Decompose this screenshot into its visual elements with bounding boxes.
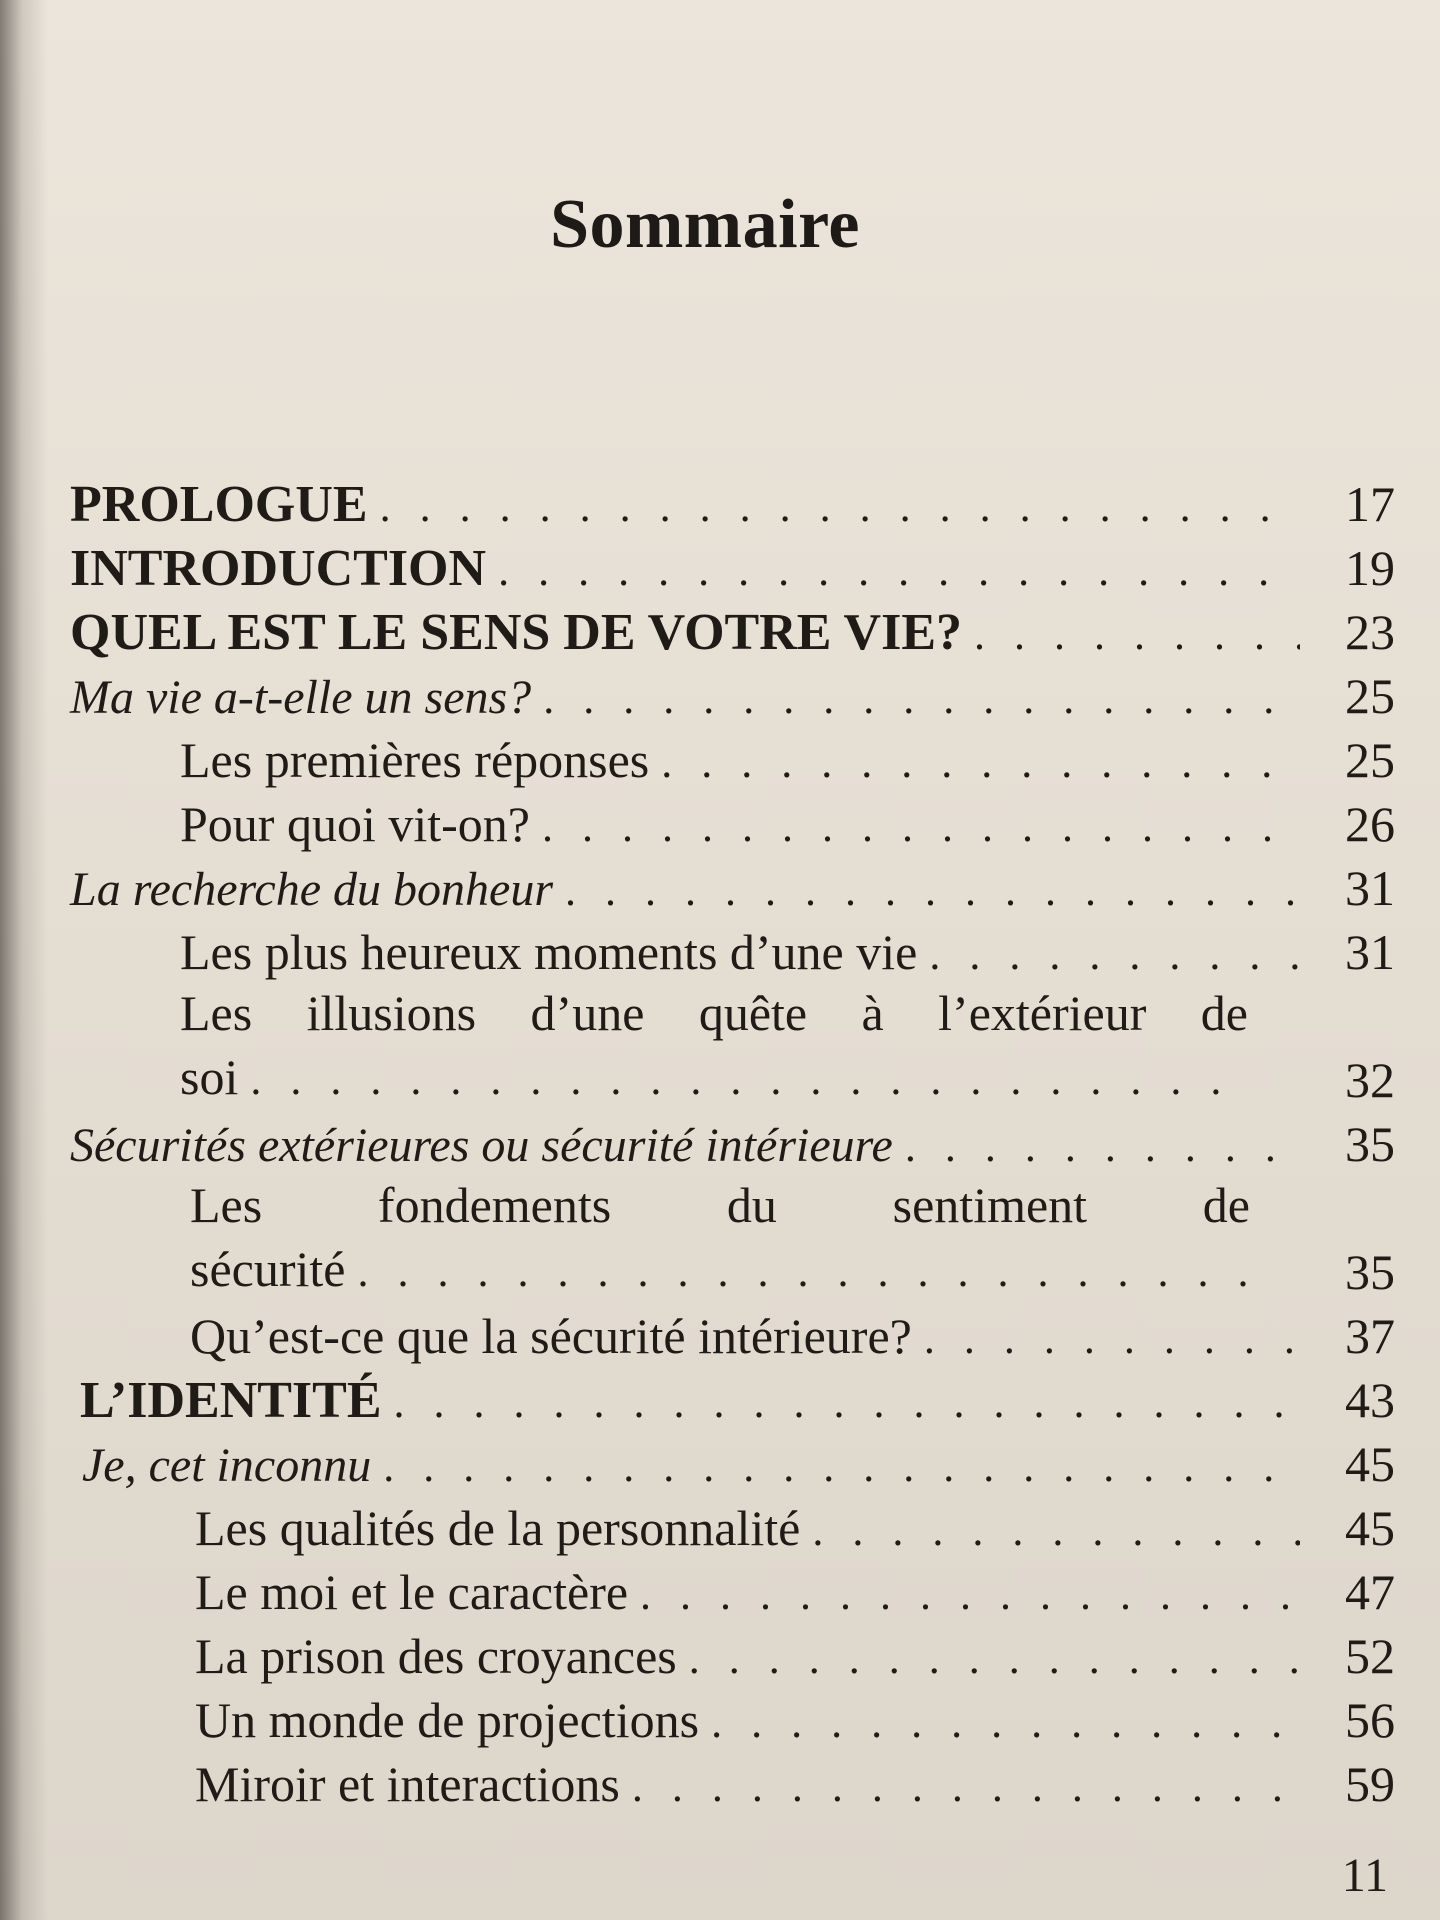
toc-entry-page: 56 <box>1345 1692 1395 1748</box>
leader-dots <box>553 859 1300 923</box>
toc-entry[interactable] <box>70 920 1395 984</box>
toc-entry-page: 35 <box>1345 1116 1395 1172</box>
toc-entry[interactable] <box>70 1624 1395 1688</box>
leader-dots <box>628 1563 1300 1627</box>
toc-entry-label: INTRODUCTION <box>70 540 487 597</box>
toc-entry-label: Je, cet inconnu <box>82 1439 372 1492</box>
toc-entry-page: 25 <box>1345 668 1395 724</box>
toc-entry-page: 47 <box>1345 1564 1395 1620</box>
toc-entry-label: Pour quoi vit-on? <box>180 796 530 852</box>
page-number: 11 <box>1341 1849 1388 1902</box>
toc-entry[interactable] <box>70 856 1395 920</box>
toc-entry-label: Ma vie a-t-elle un sens? <box>70 671 532 724</box>
toc-entry-label-line2 <box>180 1045 1248 1112</box>
toc-entry[interactable] <box>70 536 1395 600</box>
toc-entry-label: Le moi et le caractère <box>195 1564 629 1620</box>
toc-entry[interactable] <box>70 472 1395 536</box>
toc-entry[interactable] <box>70 1176 1395 1304</box>
toc-entry-label-line1: Les fondements du sentiment de <box>190 1177 1250 1233</box>
toc-entry-page: 23 <box>1345 604 1395 660</box>
toc-entry[interactable] <box>70 1688 1395 1752</box>
toc-entry[interactable] <box>70 792 1395 856</box>
toc-entry-label: soi <box>180 1049 239 1105</box>
toc-entry-label: La recherche du bonheur <box>70 863 553 916</box>
toc-entry[interactable] <box>70 984 1395 1112</box>
toc-entry-label: QUEL EST LE SENS DE VOTRE VIE? <box>70 604 962 661</box>
leader-dots <box>962 603 1300 667</box>
toc-entry-label: Sécurités extérieures ou sécurité intérieure <box>70 1119 893 1172</box>
leader-dots <box>238 1048 1248 1112</box>
leader-dots <box>382 1371 1300 1435</box>
toc-entry-page: 45 <box>1345 1436 1395 1492</box>
toc-entry-label: Les qualités de la personnalité <box>195 1500 801 1556</box>
leader-dots <box>649 731 1300 795</box>
toc-entry-page: 35 <box>1345 1244 1395 1300</box>
leader-dots <box>531 667 1300 731</box>
toc-entry-wrapped-label <box>190 1173 1250 1304</box>
toc-entry[interactable] <box>70 1496 1395 1560</box>
leader-dots <box>800 1499 1300 1563</box>
leader-dots <box>699 1691 1300 1755</box>
leader-dots <box>917 923 1300 987</box>
toc-entry-label: Les plus heureux moments d’une vie <box>180 924 918 980</box>
toc-entry[interactable] <box>70 1304 1395 1368</box>
table-of-contents <box>70 472 1395 1816</box>
toc-entry[interactable] <box>70 600 1395 664</box>
leader-dots <box>345 1240 1250 1304</box>
toc-entry[interactable] <box>70 728 1395 792</box>
toc-entry[interactable] <box>70 1368 1395 1432</box>
toc-entry-page: 31 <box>1345 860 1395 916</box>
toc-entry[interactable] <box>70 664 1395 728</box>
toc-entry-wrapped-label <box>180 981 1248 1112</box>
toc-entry-label: PROLOGUE <box>70 476 368 533</box>
leader-dots <box>371 1435 1300 1499</box>
toc-entry-label-line2 <box>190 1237 1250 1304</box>
toc-entry-page: 32 <box>1345 1052 1395 1108</box>
toc-entry-page: 52 <box>1345 1628 1395 1684</box>
toc-entry-page: 17 <box>1345 476 1395 532</box>
leader-dots <box>530 795 1300 859</box>
toc-entry-page: 25 <box>1345 732 1395 788</box>
toc-entry-page: 45 <box>1345 1500 1395 1556</box>
leader-dots <box>893 1115 1300 1179</box>
toc-entry[interactable] <box>70 1752 1395 1816</box>
toc-entry-label: Les premières réponses <box>180 732 650 788</box>
toc-entry-label: Un monde de projections <box>195 1692 700 1748</box>
page-title: Sommaire <box>550 186 860 263</box>
toc-entry-page: 19 <box>1345 540 1395 596</box>
leader-dots <box>486 539 1300 603</box>
toc-entry-page: 26 <box>1345 796 1395 852</box>
toc-entry-label: Qu’est-ce que la sécurité intérieure? <box>190 1308 912 1364</box>
toc-entry-label: La prison des croyances <box>195 1628 677 1684</box>
toc-entry-label: Miroir et interactions <box>195 1756 620 1812</box>
leader-dots <box>912 1307 1300 1371</box>
toc-entry[interactable] <box>70 1112 1395 1176</box>
toc-entry-page: 43 <box>1345 1372 1395 1428</box>
toc-entry-page: 31 <box>1345 924 1395 980</box>
toc-entry[interactable] <box>70 1432 1395 1496</box>
toc-entry-page: 59 <box>1345 1756 1395 1812</box>
toc-entry-label: sécurité <box>190 1241 346 1297</box>
leader-dots <box>368 475 1300 539</box>
toc-entry-label-line1: Les illusions d’une quête à l’extérieur de <box>180 985 1248 1041</box>
toc-entry-label: L’IDENTITÉ <box>80 1372 382 1429</box>
toc-entry[interactable] <box>70 1560 1395 1624</box>
leader-dots <box>620 1755 1300 1819</box>
leader-dots <box>677 1627 1300 1691</box>
toc-entry-page: 37 <box>1345 1308 1395 1364</box>
